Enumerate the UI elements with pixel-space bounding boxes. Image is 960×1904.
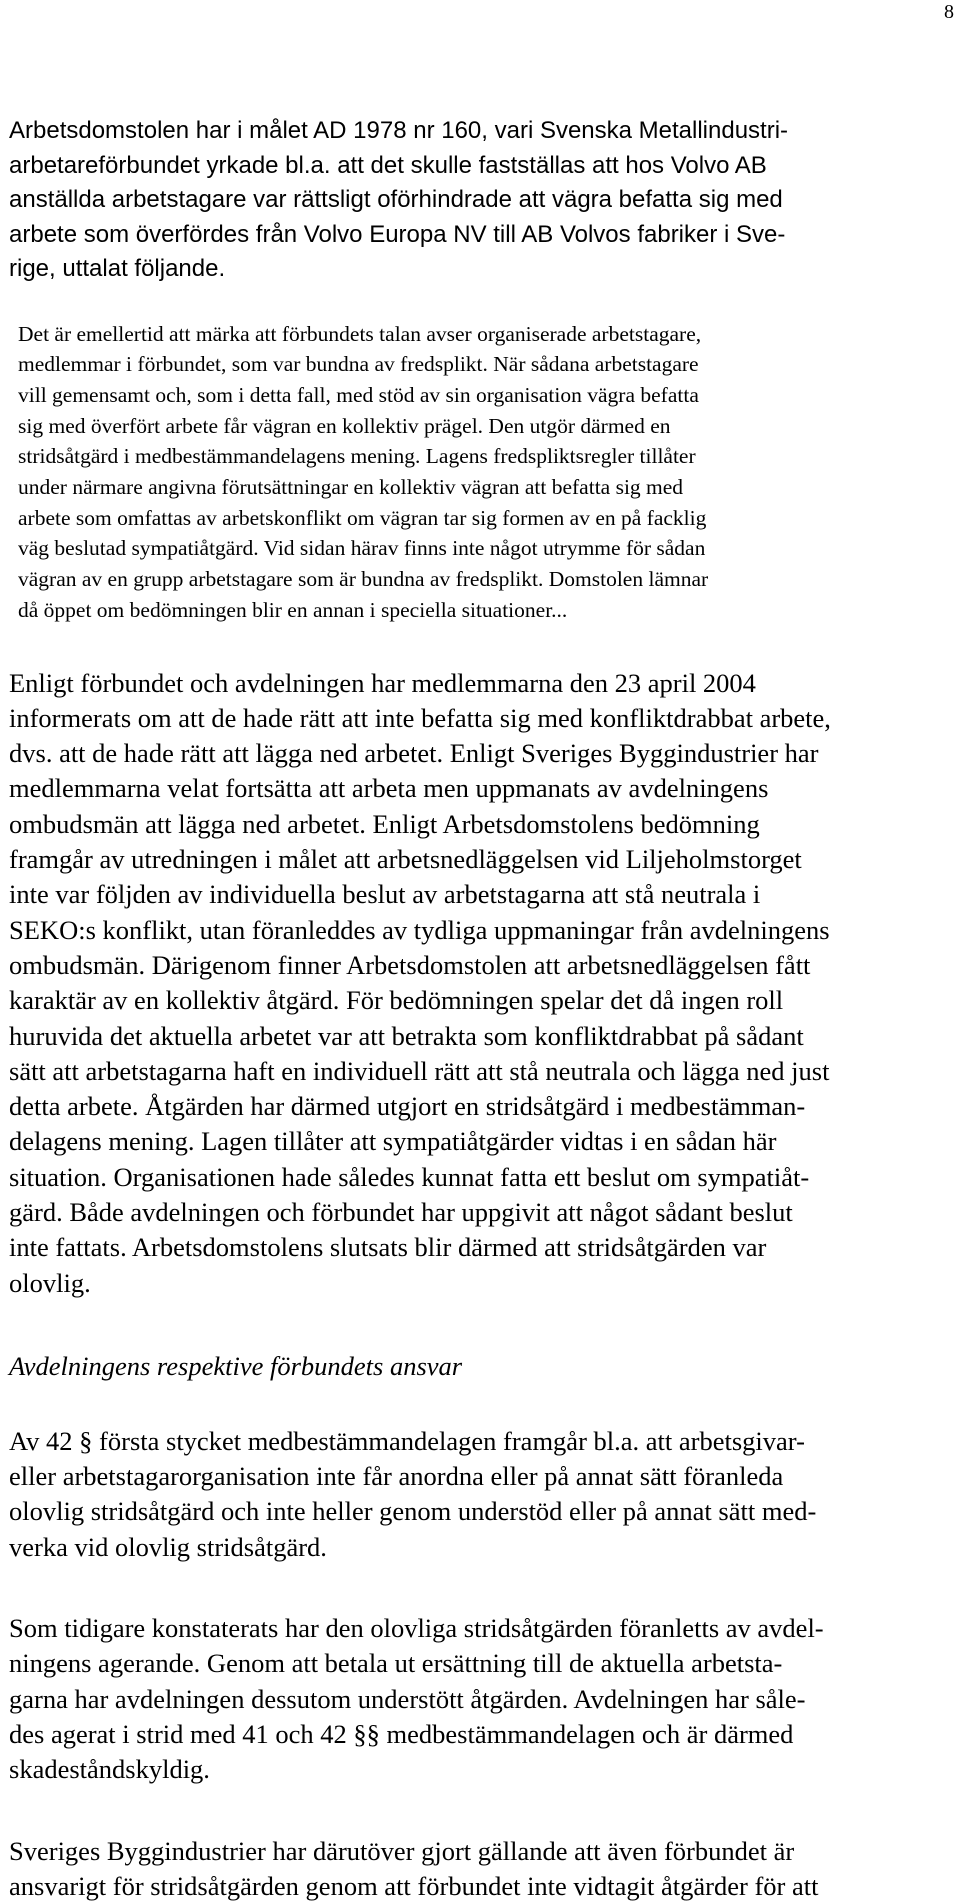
text-line: anställda arbetstagare var rättsligt oförhindrade att vägra befatta sig med (9, 186, 783, 213)
text-line: informerats om att de hade rätt att inte befatta sig med konfliktdrabbat arbete, (9, 702, 831, 733)
quote-line: under närmare angivna förutsättningar en kollektiv vägran att befatta sig med (18, 475, 684, 500)
text-line: ningens agerande. Genom att betala ut ersättning till de aktuella arbetsta- (9, 1648, 783, 1679)
text-line: Av 42 § första stycket medbestämmandelagen framgår bl.a. att arbetsgivar- (9, 1425, 805, 1456)
text-line: Som tidigare konstaterats har den olovliga stridsåtgärden föranletts av avdel- (9, 1613, 824, 1644)
text-line: ansvarigt för stridsåtgärden genom att förbundet inte vidtagit åtgärder för att (9, 1870, 819, 1901)
paragraph-federation-claim (9, 1834, 929, 1904)
text-line: situation. Organisationen hade således kunnat fatta ett beslut om sympatiåt- (9, 1161, 810, 1192)
document-body (9, 114, 929, 1904)
section-heading: Avdelningens respektive förbundets ansvar (9, 1350, 463, 1381)
text-line: garna har avdelningen dessutom understött åtgärden. Avdelningen har såle- (9, 1683, 806, 1714)
text-line: olovlig stridsåtgärd och inte heller genom understöd eller på annat sätt med- (9, 1496, 817, 1527)
paragraph-ad-1978 (9, 114, 929, 287)
text-line: dvs. att de hade rätt att lägga ned arbetet. Enligt Sveriges Byggindustrier har (9, 738, 819, 769)
text-line: delagens mening. Lagen tillåter att sympatiåtgärder vidtas i en sådan här (9, 1126, 777, 1157)
quote-line: arbete som omfattas av arbetskonflikt om vägran tar sig formen av en på facklig (18, 505, 707, 530)
text-line: SEKO:s konflikt, utan föranleddes av tydliga uppmaningar från avdelningens (9, 914, 830, 945)
quote-line: då öppet om bedömningen blir en annan i speciella situationer... (18, 597, 568, 622)
quote-line: Det är emellertid att märka att förbundets talan avser organiserade arbetstagare, (18, 321, 702, 346)
text-line: verka vid olovlig stridsåtgärd. (9, 1531, 327, 1562)
text-line: des agerat i strid med 41 och 42 §§ medbestämmandelagen och är därmed (9, 1718, 794, 1749)
text-line: inte var följden av individuella beslut av arbetstagarna att stå neutrala i (9, 879, 761, 910)
block-quote (9, 319, 898, 626)
text-line: arbetareförbundet yrkade bl.a. att det skulle fastställas att hos Volvo AB (9, 151, 767, 179)
text-line: framgår av utredningen i målet att arbetsnedläggelsen vid Liljeholmstorget (9, 844, 802, 875)
text-line: sätt att arbetstagarna haft en individuell rätt att stå neutrala och lägga ned just (9, 1055, 830, 1086)
quote-line: väg beslutad sympatiåtgärd. Vid sidan härav finns inte något utrymme för sådan (18, 536, 706, 561)
quote-line: medlemmar i förbundet, som var bundna av fredsplikt. När sådana arbetstagare (18, 352, 699, 377)
text-line: gärd. Både avdelningen och förbundet har uppgivit att något sådant beslut (9, 1196, 793, 1227)
quote-line: stridsåtgärd i medbestämmandelagens mening. Lagens fredspliktsregler tillåter (18, 444, 696, 469)
text-line: Sveriges Byggindustrier har därutöver gjort gällande att även förbundet är (9, 1835, 795, 1866)
text-line: detta arbete. Åtgärden har därmed utgjort en stridsåtgärd i medbestämman- (9, 1091, 806, 1122)
paragraph-assessment (9, 666, 929, 1301)
page-number: 8 (944, 1, 954, 23)
quote-line: vill gemensamt och, som i detta fall, med stöd av sin organisation vägra befatta (18, 382, 699, 407)
text-line: arbete som överfördes från Volvo Europa NV till AB Volvos fabriker i Sve- (9, 220, 786, 248)
text-line: ombudsmän. Därigenom finner Arbetsdomstolen att arbetsnedläggelsen fått (9, 949, 811, 980)
text-line: rige, uttalat följande. (9, 255, 226, 282)
text-line: eller arbetstagarorganisation inte får anordna eller på annat sätt föranleda (9, 1461, 784, 1492)
text-line: Arbetsdomstolen har i målet AD 1978 nr 160, vari Svenska Metallindustri- (9, 117, 789, 144)
text-line: olovlig. (9, 1267, 91, 1298)
text-line: Enligt förbundet och avdelningen har medlemmarna den 23 april 2004 (9, 667, 756, 698)
paragraph-42-paragraph (9, 1424, 929, 1565)
text-line: skadeståndskyldig. (9, 1754, 210, 1785)
paragraph-liability (9, 1611, 929, 1787)
text-line: inte fattats. Arbetsdomstolens slutsats blir därmed att stridsåtgärden var (9, 1232, 767, 1263)
text-line: ombudsmän att lägga ned arbetet. Enligt Arbetsdomstolens bedömning (9, 808, 760, 839)
text-line: karaktär av en kollektiv åtgärd. För bedömningen spelar det då ingen roll (9, 985, 784, 1016)
quote-line: sig med överfört arbete får vägran en kollektiv prägel. Den utgör därmed en (18, 413, 671, 438)
text-line: medlemmarna velat fortsätta att arbeta men uppmanats av avdelningens (9, 773, 769, 804)
quote-line: vägran av en grupp arbetstagare som är bundna av fredsplikt. Domstolen lämnar (18, 567, 709, 592)
text-line: huruvida det aktuella arbetet var att betrakta som konfliktdrabbat på sådant (9, 1020, 804, 1051)
